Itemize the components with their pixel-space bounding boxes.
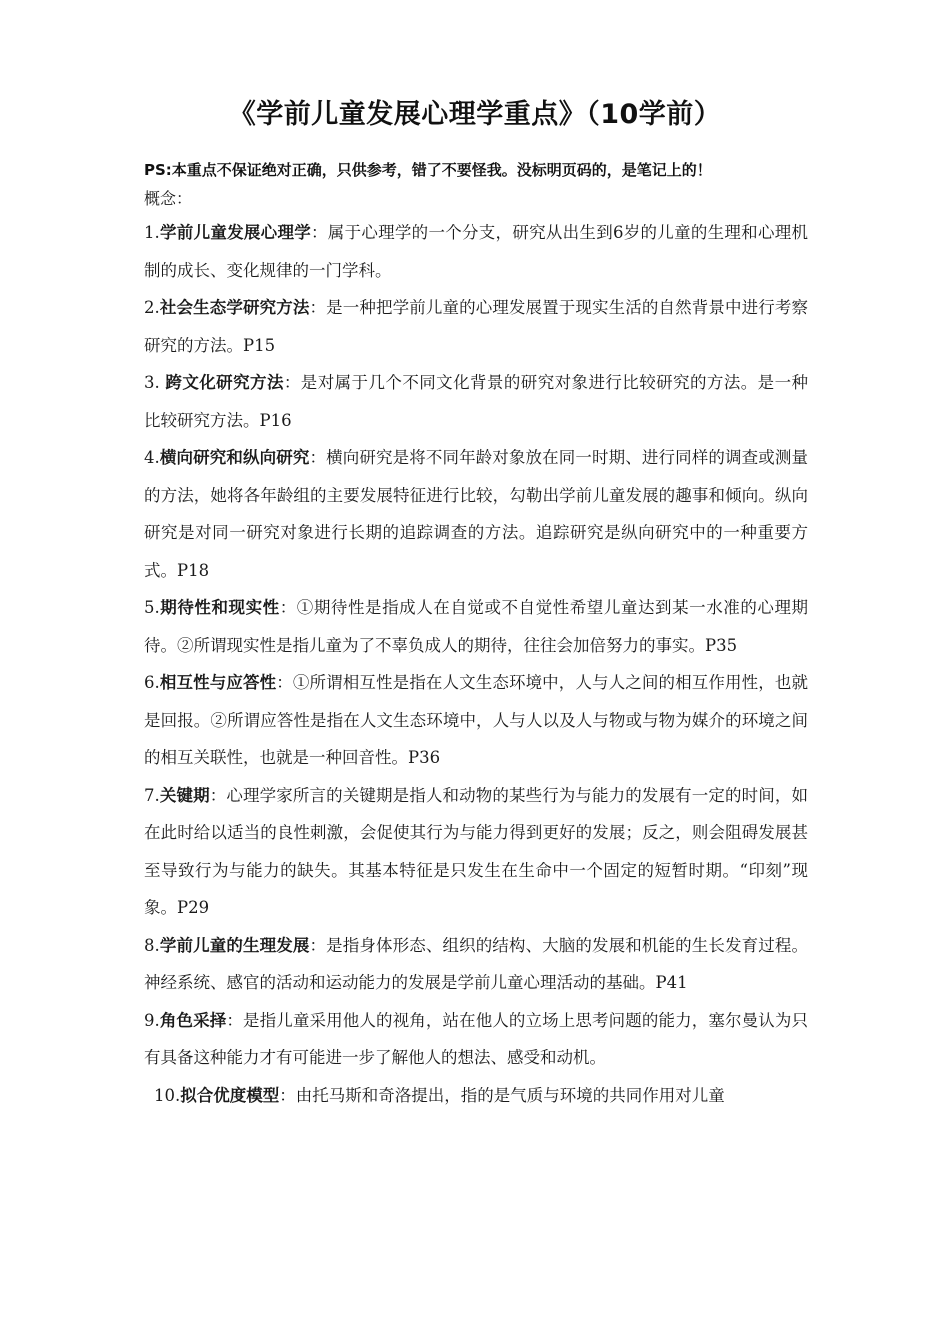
entry-text: 是对属于几个不同文化背景的研究对象进行比较研究的方法。是一种比较研究方法。P16 xyxy=(144,373,809,430)
entry-separator: ： xyxy=(309,935,327,955)
page-title: 《学前儿童发展心理学重点》（10学前） xyxy=(228,99,722,130)
entry-separator: ： xyxy=(279,1085,296,1105)
entry-number: 3. xyxy=(144,373,166,392)
entry-separator: ： xyxy=(226,1010,243,1030)
entry-term: 关键期 xyxy=(159,785,210,805)
entry-term: 期待性和现实性 xyxy=(159,598,280,617)
entry-separator: ： xyxy=(309,448,327,467)
entry-number: 9. xyxy=(144,1010,160,1030)
document-body xyxy=(144,150,808,1114)
concept-entry-10 xyxy=(144,1077,808,1115)
concept-entry-6 xyxy=(144,664,808,777)
entry-term: 社会生态学研究方法 xyxy=(159,298,310,317)
entry-term: 跨文化研究方法 xyxy=(165,373,284,392)
concept-entry-9 xyxy=(144,1002,808,1077)
entry-number: 7. xyxy=(144,785,160,805)
concept-entry-4 xyxy=(144,439,808,589)
entry-text: 横向研究是将不同年龄对象放在同一时期、进行同样的调查或测量的方法，她将各年龄组的主要发展特征进行比较，勾勒出学前儿童发展的趣事和倾向。纵向研究是对同一研究对象进行长期的追踪调查的方法。追踪研究是纵向研究中的一种重要方式。P18 xyxy=(144,448,809,580)
entry-text: 是指儿童采用他人的视角，站在他人的立场上思考问题的能力，塞尔曼认为只有具备这种能力才有可能进一步了解他人的想法、感受和动机。 xyxy=(144,1010,809,1067)
entry-term: 相互性与应答性 xyxy=(159,673,277,692)
entry-number: 2. xyxy=(144,298,160,317)
entry-text: ①所谓相互性是指在人文生态环境中，人与人之间的相互作用性，也就是回报。②所谓应答性是指在人文生态环境中，人与人以及人与物或与物为媒介的环境之间的相互关联性，也就是一种回音性。P36 xyxy=(144,673,809,767)
entry-term: 横向研究和纵向研究 xyxy=(159,448,310,467)
concept-entry-7 xyxy=(144,777,808,927)
entry-text: 由托马斯和奇洛提出，指的是气质与环境的共同作用对儿童 xyxy=(295,1085,725,1105)
entry-number: 6. xyxy=(144,673,160,692)
entry-number: 5. xyxy=(144,598,160,617)
entry-separator: ： xyxy=(279,598,297,617)
entry-term: 角色采择 xyxy=(159,1010,227,1030)
entry-term: 学前儿童的生理发展 xyxy=(159,935,310,955)
entry-separator: ： xyxy=(309,298,327,317)
entry-number: 1. xyxy=(144,223,160,242)
concept-entry-3 xyxy=(144,364,808,439)
entry-term: 学前儿童发展心理学 xyxy=(159,223,312,242)
entry-text: 属于心理学的一个分支，研究从出生到6岁的儿童的生理和心理机制的成长、变化规律的一门学科。 xyxy=(144,223,809,280)
entry-term: 拟合优度模型 xyxy=(180,1085,280,1105)
entry-text: 心理学家所言的关键期是指人和动物的某些行为与能力的发展有一定的时间，如在此时给以适当的良性刺激，会促使其行为与能力得到更好的发展；反之，则会阻碍发展甚至导致行为与能力的缺失。其基本特征是只发生在生命中一个固定的短暂时期。“印刻”现象。P29 xyxy=(144,785,809,917)
section-label: 概念： xyxy=(144,189,193,208)
entry-text: 是指身体形态、组织的结构、大脑的发展和机能的生长发育过程。神经系统、感官的活动和运动能力的发展是学前儿童心理活动的基础。P41 xyxy=(144,935,809,992)
entry-text: 是一种把学前儿童的心理发展置于现实生活的自然背景中进行考察研究的方法。P15 xyxy=(144,298,809,355)
entry-number: 4. xyxy=(144,448,160,467)
entry-text: ①期待性是指成人在自觉或不自觉性希望儿童达到某一水准的心理期待。②所谓现实性是指儿童为了不辜负成人的期待，往往会加倍努力的事实。P35 xyxy=(144,598,809,655)
entry-separator: ： xyxy=(311,223,328,242)
disclaimer-notice: PS:本重点不保证绝对正确，只供参考，错了不要怪我。没标明页码的，是笔记上的！ xyxy=(144,161,712,179)
concept-entry-1 xyxy=(144,214,808,289)
concept-entry-8 xyxy=(144,927,808,1002)
entry-separator: ： xyxy=(283,373,301,392)
entry-separator: ： xyxy=(276,673,293,692)
entry-number: 10. xyxy=(154,1085,181,1105)
entry-separator: ： xyxy=(209,785,227,805)
concept-entry-5 xyxy=(144,589,808,664)
concept-entry-2 xyxy=(144,289,808,364)
entry-number: 8. xyxy=(144,935,160,955)
